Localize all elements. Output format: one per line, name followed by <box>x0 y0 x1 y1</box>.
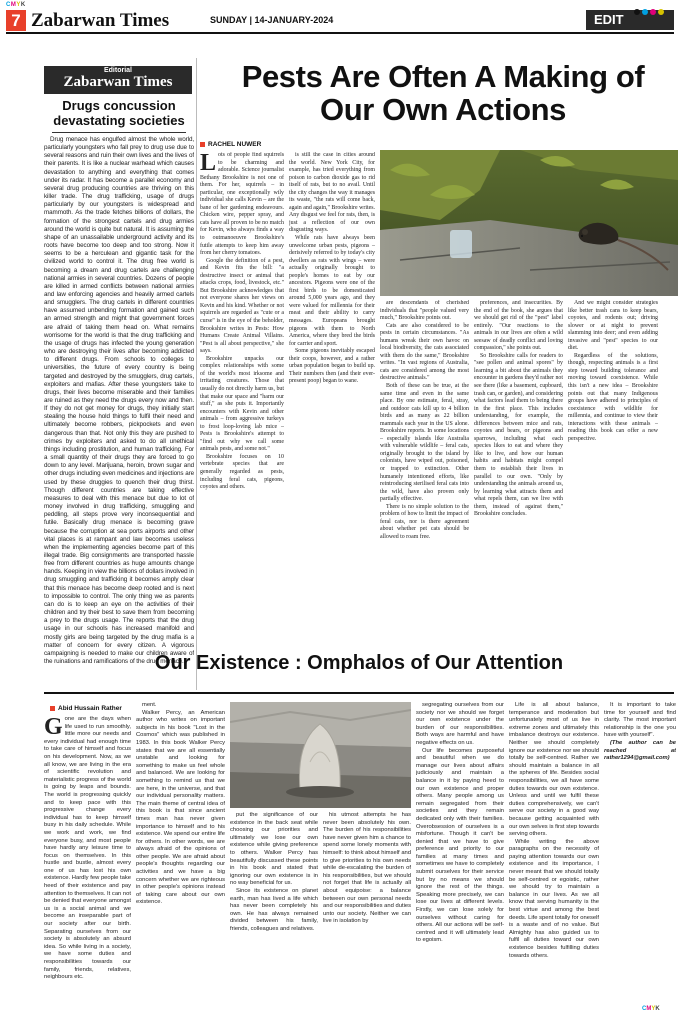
section-tag: EDIT <box>586 10 674 30</box>
paragraph: Life is all about balance, temperance and moderation but unfortunately most of us live in extreme zones and ultimately this imbalance destroys our existence. Neither we should completely ignore our existence nor we should totally be self-centred. Rather we should maintain a balance in all the spheres of life. Besides social responsibilities, we all have some duties towards our own existence. Unless and until we fulfil these duties comprehensively, we can't serve our society in a good way because getting acquainted with our own selves is first step towards serving others. <box>509 702 599 838</box>
editorial-body <box>44 136 194 672</box>
drop-cap: G <box>44 716 63 740</box>
cmyk-c: C <box>6 2 11 8</box>
article-separator <box>44 692 674 694</box>
omphalos-column-2 <box>136 702 225 1008</box>
paragraph: Google the definition of a pest, and Kevin fits the bill: "a destructive insect or animal that attacks crops, food, livestock, etc." But Brookshire acknowledges that not everyone shares her views on Kevin and his kind. Whether or not squirrels are regarded as "cute or a curse" is in the eye of the beholder, Brookshire writes in Pests: How Humans Create Animal Villains. "Pest is all about perspective," she says. <box>200 257 284 355</box>
omphalos-column-1 <box>44 716 131 1008</box>
paragraph: There is no simple solution to the problem of how to limit the impact of feral cats, nor is there agreement about whether pet cats should be allowed to roam free. <box>380 503 469 540</box>
cmyk-label <box>6 2 26 8</box>
paragraph: are descendants of cherished individuals that "people valued very much," Brookshire points out. <box>380 300 469 322</box>
editorial-label: Editorial <box>103 67 132 74</box>
cmyk-y: Y <box>651 1006 656 1012</box>
cmyk-y: Y <box>16 2 21 8</box>
cmyk-k: K <box>20 2 26 8</box>
page-number: 7 <box>6 10 26 31</box>
paragraph: his utmost attempts he has never been absolutely his own. The burden of his responsibilities have never given him a chance to spend some lonely moments with himself: to think about himself and to give priorities to his own needs while de-escalating the burden of his responsibilities, but we should not forget that life is actually all about equipoise: a balance between our own personal needs and our responsibilities and duties unto our society. Neither we can live in isolation by <box>323 812 411 925</box>
paragraph: While writing the above paragraphs on the necessity of paying attention towards our own existence and its importance, I never meant that we should totally be self-centred or egoistic, rather we should try to maintain a balance in our lives. As we all know that serving humanity is the best virtue and among the best deeds. Life spent totally for oneself is a waste and of no value. But Almighty has also guided us to fulfil all duties toward our own existence besides fulfilling duties towards others. <box>509 838 599 959</box>
header-rule <box>6 32 674 34</box>
paragraph: Brookshire unpacks our complex relationships with some of the world's most irksome and irritating creatures. Those that usually do not directly harm us, but that make our space and "harm our stuff," as she puts it. Importantly encounters with Kevin and other animals – from aggressive turkeys to frost loop-loving lab mice – Pests is Brookshire's attempt to "find out why we call some animals pests, and some not." <box>200 355 284 453</box>
registration-marks <box>632 2 664 20</box>
registration-dot <box>634 9 640 15</box>
stone-photo <box>230 702 411 808</box>
paragraph: Walker Percy, an American author who writes on important subjects in his book "Lost in the Cosmos" which was published in 1983. In this book Walker Percy states that we are all essentially unstable and looking for something to make us feel whole and balanced. We are looking for something to remind us that we are here, in the universe, and that our individual personality matters. The main theme of central idea of this book is that since ancient times man has never given importance to himself and to his existence. We spend our entire life for others. In other words, we are always afraid of the opinions of other people. We are afraid about people's thoughts regarding our activities and we have a big concern whether we are righteous in other people's opinions instead of taking care about our own existence. <box>136 709 225 906</box>
masthead: Zabarwan Times <box>31 10 170 31</box>
omphalos-column-5 <box>416 702 504 1008</box>
pests-column-2 <box>289 152 375 682</box>
registration-dot <box>650 9 656 15</box>
pests-column-1 <box>200 152 284 682</box>
editorial-rule <box>52 132 186 133</box>
paragraph: Both of these can be true, at the same time and even in the same place. By one estimate, feral, stray, and outdoor cats kill up to 4 billion birds and as many as 22 billion mammals each year in the US alone. Brookshire reports. In some locations – especially islands like Australia with vulnerable wildlife – feral cats, originally brought to the island by colonists, have wiped out, poisoned, or trapped to extinction. Other humanely intentioned efforts, like reintroducing sterilised feral cats into the wild, have also proven only partially effective. <box>380 383 469 503</box>
editorial-banner <box>44 66 192 94</box>
cmyk-c: C <box>642 1006 647 1012</box>
editorial-title: Drugs concussion devastating societies <box>53 98 185 128</box>
paragraph: It is important to take time for yourself and find clarity. The most important relationship is the one you have with yourself". <box>604 702 676 739</box>
paragraph: Some pigeons inevitably escaped their coops, however, and a rather urban population began to build up. Their numbers then (and their ever-present poop) began to wane. <box>289 348 375 385</box>
paragraph: While rats have always been unwelcome urban pests, pigeons – derisively referred to by today's city dwellers as rats with wings – were actually originally brought to people's homes to eat by our ancestors. Pigeons were one of the first birds to be domesticated around 5,000 years ago, and they were valued for millennia for their meat and their ability to carry messages. Europeans brought pigeons with them to North America, where they bred the birds for carrier and sport. <box>289 235 375 347</box>
editorial-paragraph: Drug menace has engulfed almost the whole world, particularly youngsters who fall prey to drug use due to several reasons and ruin their own lives and the lives of their parents. It is like a nuclear warhead which causes devastation to anything and everything that comes under its radar. It has become a parallel economy and several drug producing countries are thriving on this killer trade. The drug trafficking, usage of drugs particularly by our youngsters is widespread and mammoth. As the trade fetches billions of dollars, the formation of the strongest cartels and drug armies around the world is quite but natural. It is assuming the shape of an unassailable underground activity and its roots have become too deep and too strong. Now it seems to be a herculean and gigantic task for the civilized world to control it. The drug free world is becoming a dream and drug cartels are challenging national armies in several countries. Dozens of people are killed in armed conflicts between national armies and law enforcing agencies and heavily armed cartels and smugglers. The drug cartels in different countries have assumed unbending formation and gained such an armed strength and might that government forces are afraid of taking them head on. What remains worrisome for the world is that the drug trafficking and the usage of drugs has infected the young generation who are destroying their lives after becoming addicted to different drugs. From schools to colleges to universities, the future of every country is being targeted and destroyed by the smugglers, drug cartels, exploiters and mafias. After these youngsters take to drugs, their lives become miserable and their families are ruined as they need the drugs every now and then. If they do not get money for drugs, they initially start stealing the house hold things to fulfil their need and ultimately become robbers, pickpockets and even dangerous than that. Not only this they are pushed to crimes by exploiters and asked to do all unethical things including prostitution, and human trafficking. For a small quantity of their drugs they are forced to go down to any level. Marijuana, heroin, brown sugar and other drugs including even medicines and injections are used by these druggies to quench their drug thirst. Though different countries are taking effective measures to deal with this menace but due to lot of money involved in drug trafficking, smuggling and peddling, all steps prove very inconsequential and futile. Basically drug menace is becoming grave because the corruption at sea ports airports and other vital places is at rampant and law becomes useless when the implementing agencies become part of this illegal trade. Big consignments are transported hassle free from different countries as huge amounts change hands. Keeping in view the billions of dollars involved in drug smuggling and trafficking it becomes amply clear that this menace has become deep rooted and is next to impossible to control. The only thing we as parents can do is to keep an eye on the activities of their children and try their best to save them from becoming a prey to the drugs usage. The reports that the drug usage in our schools has increased manifold and mostly girls are being targeted by the drug mafia is a matter of concern for every citizen. A vigorous campaigning is needed to make our children aware of the ruinations and ramifications of the drug menace. <box>44 136 194 665</box>
issue-date: SUNDAY | 14-JANUARY-2024 <box>210 15 334 25</box>
cmyk-m: M <box>10 2 17 8</box>
paragraph: Our life becomes purposeful and beautiful when we do manage our lives about affairs judiciously and maintain a balance in it by paying heed to our own existence and proper others. Many people among us remain segregated from their societies and they remain dedicated only with their families. Overobsession of ourselves is a misfortune. Though it can't be denied that we have to give preference and priority to our families at many times and sometimes we have to completely submit ourselves for their service but by no means we should ignore the rest of the things. Speaking more precisely, we can lose our lives at different levels. Firstly, we can lose solely for ourselves without caring for others. All our actions will be self-centred and it will ultimately lead to egoism. <box>416 747 504 944</box>
paragraph: So Brookshire calls for readers to "see pollen and animal spores" by learning a bit about the animals they encounter in gardens they'd rather not see there (like a basement, cupboard, trash can, or garden), and considering what factors lead them to being there in the first place. This includes understanding, for example, the differences between mice and rats, coyotes and bears, or pigeons and sparrows, including what each species likes to eat and where they like to live, and how our human habits and habitats might compel them to establish their lives in parallel to our own. "Only by understanding the animals around us, by learning what attracts them and what repels them, can we live with them, instead of against them," Brookshire concludes. <box>474 352 563 518</box>
omphalos-column-4 <box>323 812 411 1008</box>
paragraph: And we might consider strategies like better trash cans to keep bears, coyotes, and rodents out; driving slower or at night to prevent slamming into deer; and even adding invasive and "pest" species to our diet. <box>568 300 658 352</box>
registration-dot <box>658 9 664 15</box>
pests-column-3 <box>380 300 469 682</box>
pests-headline: Pests Are Often A Making of Our Own Actions <box>241 59 645 127</box>
omphalos-column-7 <box>604 702 676 1008</box>
omphalos-headline: Our Existence : Omphalos of Our Attention <box>154 652 564 674</box>
paragraph: Brookshire focuses on 10 vertebrate species that are generally regarded as pests, including feral cats, pigeons, coyotes and others. <box>200 453 284 491</box>
paragraph: Lots of people find squirrels to be charming and adorable. Science journalist Bethany Brookshire is not one of them. For her, squirrels – in particular, one exceptionally wily individual she calls Kevin – are the bane of her gardening endeavours. Chicken wire, pepper spray, and cats have all proven to be no match for Kevin, who always finds a way to outmanoeuvre Brookshire's futile attempts to keep him away from her cherry tomatoes. <box>200 152 284 257</box>
drop-cap: L <box>200 152 217 176</box>
paragraph: segregating ourselves from our society nor we should we forget our own existence under the burden of our responsibilities. Both ways are harmful and have negative effects on us. <box>416 702 504 746</box>
pests-column-5 <box>568 300 658 682</box>
cmyk-k: K <box>655 1006 660 1012</box>
pests-byline: RACHEL NUWER <box>200 141 261 148</box>
paragraph: Cats are also considered to be pests in certain circumstances. "As humans wreak their own havoc on local biodiversity, the cats associated with them do the same," Brookshire writes. "In vast regions of Australia, cats are considered among the most destructive animals." <box>380 322 469 382</box>
paragraph: put the significance of our existence in the back seat while choosing our priorities and ultimately we lose our own existence while giving preference to others. Walker Percy has beautifully discussed these points in his book and stated that ignoring our own existence is in no way beneficial for us. <box>230 812 318 887</box>
rat-photo <box>380 150 678 296</box>
rat-photo-illustration <box>380 150 678 296</box>
registration-dot <box>642 9 648 15</box>
paragraph: Since its existence on planet earth, man has lived a life which has never been completely his own. He has always remained divided between his family, friends, colleagues and relatives. <box>230 887 318 932</box>
paragraph: Gone are the days when life used to run smoothly, little more our needs and every individual had enough time to take care of himself and focus on his development. Now, as we all know, we are living in the era of scientific revolution and materialistic progress of the world is going by leaps and bounds. The world is progressing quickly and to keep pace with this progressive change every individual has to keep himself busy in his daily schedule. While we work and work, we find everyone busy, and most people have hardly any leisure time to focus on themselves. In this hustle and bustle, almost every one of us has lost his own existence. Hardly few people take heed of their existence and pay attention to themselves. It can not be denied that everyone amongst us is a social animal and we become an inseparable part of our society after our birth. Separating ourselves from our society is absolutely an absurd idea. So while living in a society, we have some duties and responsibilities towards our family, friends, relatives, neighbours etc. <box>44 716 131 981</box>
omphalos-column-6 <box>509 702 599 1008</box>
cmyk-label-bottom <box>642 1006 660 1012</box>
cmyk-m: M <box>646 1006 652 1012</box>
pests-column-4 <box>474 300 563 682</box>
stone-photo-illustration <box>230 702 411 808</box>
omphalos-column-3 <box>230 812 318 1008</box>
paragraph: (The author can be reached at rather1294@gmail.com) <box>604 739 676 762</box>
column-divider <box>196 58 197 690</box>
paragraph: Regardless of the solutions, though, respecting animals is a first step toward building tolerance and moving toward coexistence. While this isn't a new idea – Brookshire points out that many Indigenous groups have adhered to principles of coexistence with wildlife for millennia, and continue to view their interactions with these animals – reading this book can offer a new perspective. <box>568 352 658 442</box>
paragraph: preferences, and insecurities. By the end of the book, she argues that we should get rid of the "pest" label entirely. "Our reactions to the animals in our lives are often a wild seesaw of deadly conflict and loving compassion," she points out. <box>474 300 563 352</box>
editorial-brand: Zabarwan Times <box>63 74 173 90</box>
paragraph: is still the case in cities around the world. New York City, for example, has tried everything from poison to carbon dioxide gas to rid itself of rats, but to no avail. Until the city changes the way it manages its waste, "the rats will come back, again and again," Brookshire writes. Any disgust we feel for rats, then, is just a reflection of our own disgusting ways. <box>289 152 375 234</box>
paragraph: ment. <box>142 702 157 708</box>
omphalos-byline: Abid Hussain Rather <box>50 705 122 712</box>
